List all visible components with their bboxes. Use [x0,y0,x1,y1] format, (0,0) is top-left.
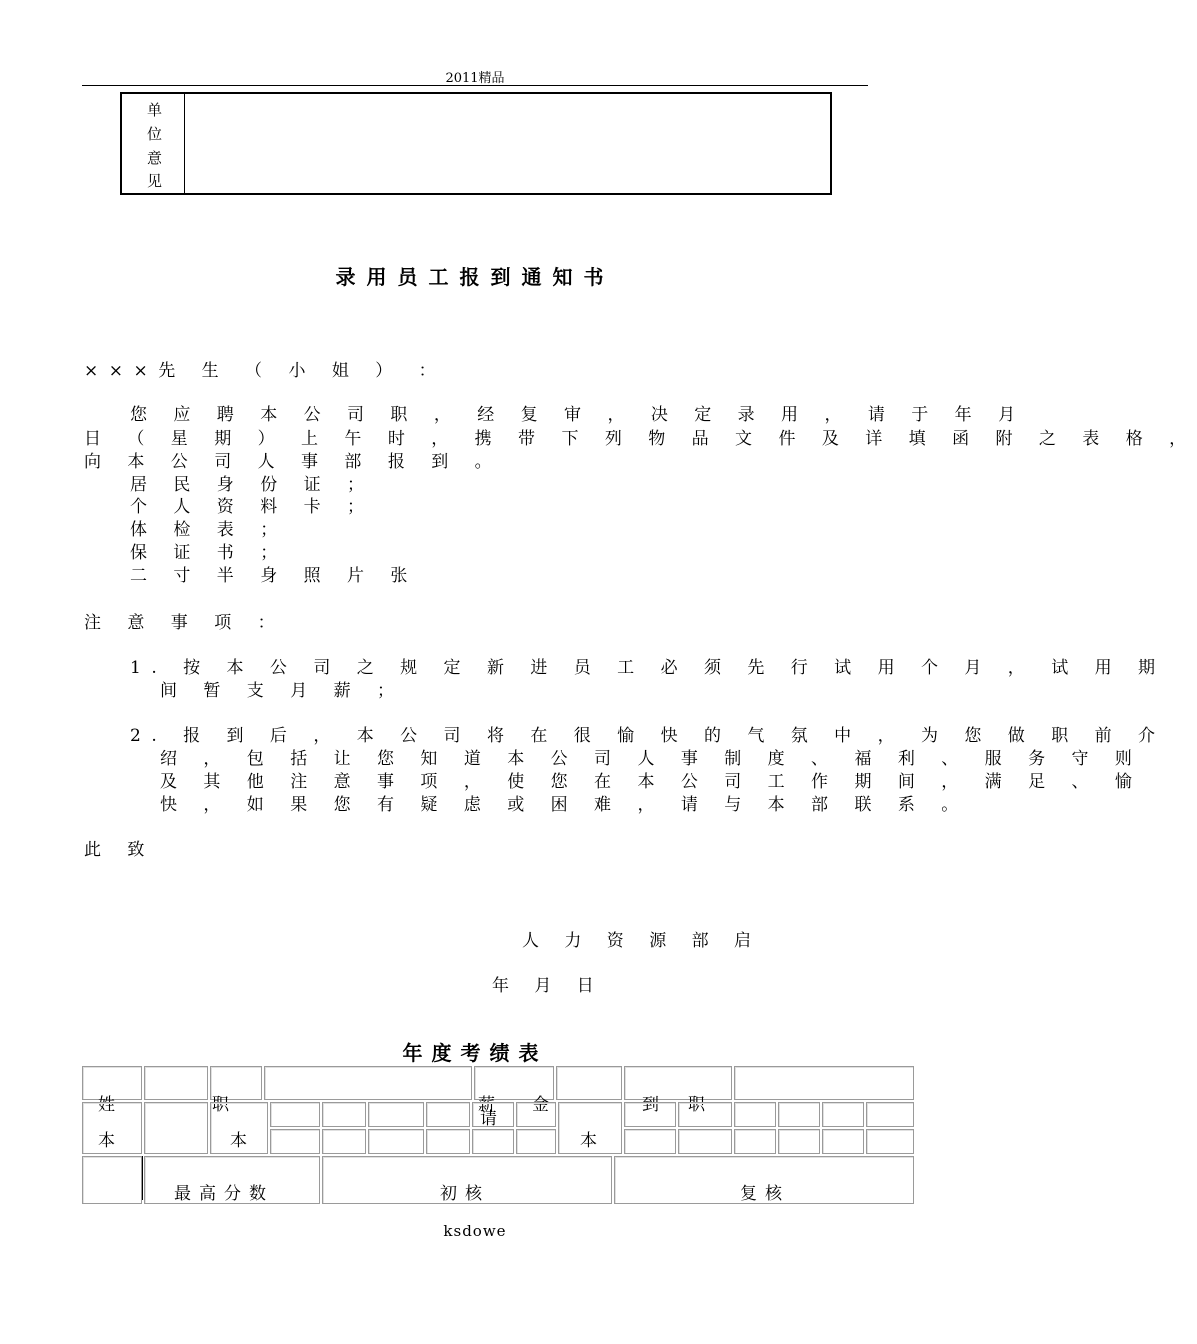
opinion-label-char: 单 [147,101,163,119]
table-label: 职 [688,1095,713,1115]
page-header-text: 2011精品 [445,71,505,86]
table-label: 薪 [478,1095,503,1115]
unit-opinion-box [120,92,832,195]
table-label: 请 [480,1109,505,1129]
table-label: 本 [230,1131,255,1151]
note-line: 绍 ， 包 括 让 您 知 道 本 公 司 人 事 制 度 、 福 利 、 服 务 守 则 [160,749,1143,769]
document-item: 居 民 身 份 证 ； [130,475,375,495]
opinion-label-char: 见 [147,172,163,190]
document-item: 二 寸 半 身 照 片 张 [130,566,418,586]
table-label: 到 [642,1095,667,1115]
header-rule [82,85,868,86]
page-footer-text: ksdowe [443,1222,507,1240]
column-header: 初核 [440,1184,490,1204]
column-header: 复核 [740,1184,790,1204]
table-label: 本 [98,1131,123,1151]
paragraph-line: 您 应 聘 本 公 司 职 ， 经 复 审 ， 决 定 录 用 ， 请 于 年 月 [130,405,1026,425]
note-line: 2. 报 到 后 ， 本 公 司 将 在 很 愉 快 的 气 氛 中 ， 为 您 做 职 前 介 [130,726,1166,746]
table-divider [142,1156,143,1200]
table-label: 本 [580,1131,605,1151]
note-line: 及 其 他 注 意 事 项 ， 使 您 在 本 公 司 工 作 期 间 ， 满 足 、 愉 [160,772,1143,792]
note-line: 间 暂 支 月 薪 ； [160,681,405,701]
opinion-label-char: 位 [147,125,163,143]
document-item: 体 检 表 ； [130,520,288,540]
paragraph-line: 日 （ 星 期 ） 上 午 时 ， 携 带 下 列 物 品 文 件 及 详 填 函 附 之 表 格 ， [84,429,1197,449]
evaluation-table [80,1063,916,1203]
table-label: 姓 [98,1095,123,1115]
table-label: 金 [532,1095,557,1115]
document-item: 个 人 资 料 卡 ； [130,497,375,517]
table-label: 职 [212,1095,237,1115]
paragraph-line: 向 本 公 司 人 事 部 报 到 。 [84,452,503,472]
salutation: ×××先 生 （ 小 姐 ） ： [84,361,447,381]
notice-title: 录用员工报到通知书 [335,265,615,289]
closing: 此 致 [84,840,155,860]
signature: 人 力 资 源 部 启 [522,931,762,951]
note-line: 1. 按 本 公 司 之 规 定 新 进 员 工 必 须 先 行 试 用 个 月 ， 试 用 期 [130,658,1166,678]
note-line: 快 ， 如 果 您 有 疑 虑 或 困 难 ， 请 与 本 部 联 系 。 [160,795,969,815]
notes-heading: 注 意 事 项 ： [84,613,286,633]
document-item: 保 证 书 ； [130,543,288,563]
column-header: 最高分数 [174,1184,274,1204]
opinion-label-char: 意 [147,149,163,167]
unit-opinion-label [122,94,185,193]
signature-date: 年 月 日 [492,976,604,996]
evaluation-table-title: 年度考绩表 [402,1041,548,1065]
